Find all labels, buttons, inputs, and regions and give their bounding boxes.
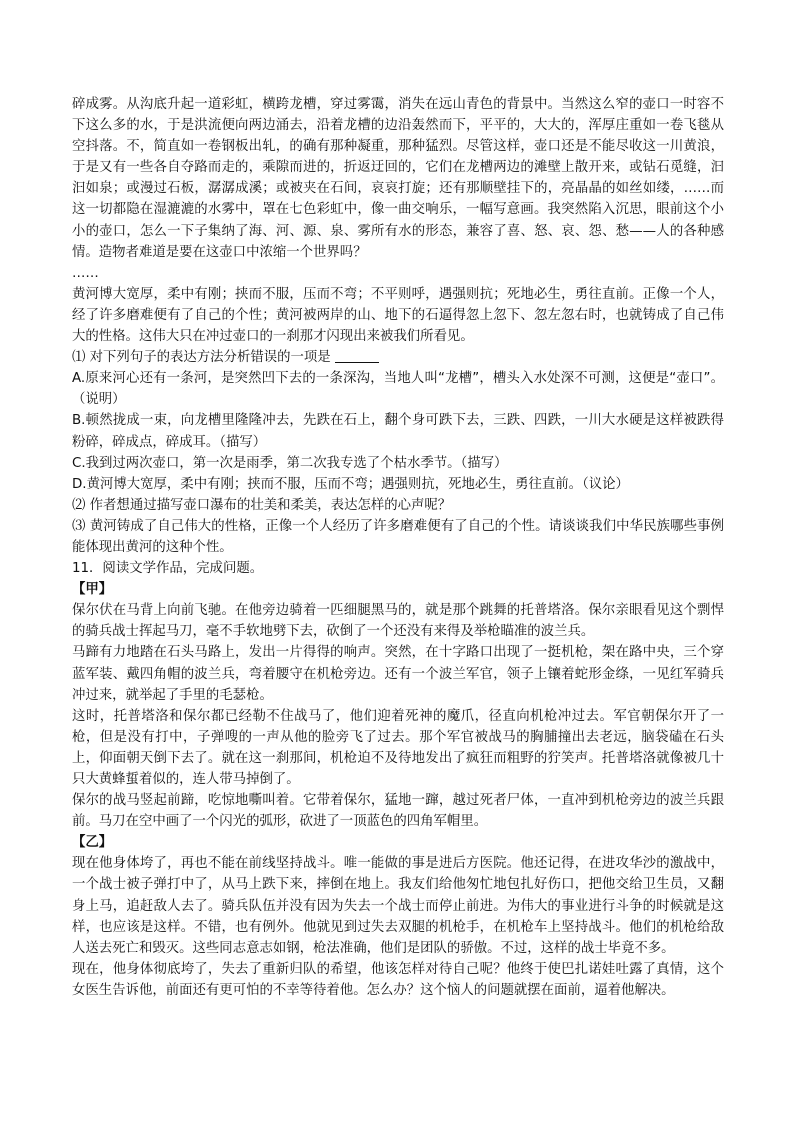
passage-paragraph-2: 黄河博大宽厚，柔中有刚；挟而不服，压而不弯；不平则呼，遇强则抗；死地必生，勇往直前。正像一个人，经了许多磨难便有了自己的个性；黄河被两岸的山、地下的石逼得忽上忽下、忽左忽右时，也就铸成了自己伟大的性格。这伟大只在冲过壶口的一刹那才闪现出来被我们所看见。 (72, 286, 724, 345)
yi-paragraph-1: 现在他身体垮了，再也不能在前线坚持战斗。唯一能做的事是进后方医院。他还记得，在进攻华沙的激战中，一个战士被子弹打中了，从马上跌下来，摔倒在地上。我友们给他匆忙地包扎好伤口，把他交给卫生员，又翻身上马，追赶敌人去了。骑兵队伍并没有因为失去一个战士而停止前进。为伟大的事业进行斗争的时候就是这样，也应该是这样。不错，也有例外。他就见到过失去双腿的机枪手，在机枪车上坚持战斗。他们的机枪给敌人送去死亡和毁灭。这些同志意志如钢，枪法准确，他们是团队的骄傲。不过，这样的战士毕竟不多。 (72, 856, 724, 956)
excerpt-yi-label: 【乙】 (72, 835, 113, 851)
jia-paragraph-2: 马蹄有力地踏在石头马路上，发出一片得得的响声。突然，在十字路口出现了一挺机枪，架在路中央，三个穿蓝军装、戴四角帽的波兰兵，弯着腰守在机枪旁边。还有一个波兰军官，领子上镶着蛇形金绦，一见红军骑兵冲过来，就举起了手里的毛瑟枪。 (72, 645, 724, 703)
option-a: A.原来河心还有一条河，是突然凹下去的一条深沟，当地人叫“龙槽”，槽头入水处深不可测，这便是“壶口”。（说明） (72, 371, 724, 408)
question-3: ⑶ 黄河铸成了自己伟大的性格，正像一个人经历了许多磨难便有了自己的个性。请谈谈我们中华民族哪些事例能体现出黄河的这种个性。 (72, 518, 724, 555)
question-1 (72, 347, 724, 368)
question-2: ⑵ 作者想通过描写壶口瀑布的壮美和柔美，表达怎样的心声呢？ (72, 497, 452, 513)
option-c: C.我到过两次壶口，第一次是雨季，第二次我专选了个枯水季节。（描写） (72, 455, 508, 471)
question-1-text: ⑴ 对下列句子的表达方法分析错误的一项是 (72, 350, 331, 366)
passage-ellipsis: …… (72, 265, 99, 281)
jia-paragraph-3: 这时，托普塔洛和保尔都已经勒不住战马了，他们迎着死神的魔爪，径直向机枪冲过去。军官朝保尔开了一枪，但是没有打中，子弹嗖的一声从他的脸旁飞了过去。那个军官被战马的胸脯撞出去老远，脑袋磕在石头上，仰面朝天倒下去了。就在这一刹那间，机枪迫不及待地发出了疯狂而粗野的狞笑声。托普塔洛就像被几十只大黄蜂蜇着似的，连人带马掉倒了。 (72, 708, 724, 787)
passage-paragraph-1: 碎成雾。从沟底升起一道彩虹，横跨龙槽，穿过雾霭，消失在远山青色的背景中。当然这么窄的壶口一时容不下这么多的水，于是洪流便向两边涌去，沿着龙槽的边沿轰然而下，平平的，大大的，浑厚庄重如一卷飞毯从空抖落。不，简直如一卷钢板出轧，的确有那种凝重，那种猛烈。尽管这样，壶口还是不能尽收这一川黄浪，于是又有一些各自夺路而走的，乘隙而进的，折返迂回的，它们在龙槽两边的滩壁上散开来，或钻石觅缝，汩汩如泉；或漫过石板，潺潺成溪；或被夹在石间，哀哀打旋；还有那顺壁挂下的，亮晶晶的如丝如缕，……而这一切都隐在湿漉漉的水雾中，罩在七色彩虹中，像一曲交响乐，一幅写意画。我突然陷入沉思，眼前这个小小的壶口，怎么一下子集纳了海、河、源、泉、雾所有水的形态，兼容了喜、怒、哀、怨、愁——人的各种感情。造物者难道是要在这壶口中浓缩一个世界吗？ (72, 97, 724, 260)
document-page (72, 94, 724, 1001)
section-11-heading: 11．阅读文学作品，完成问题。 (72, 561, 264, 577)
answer-blank (335, 348, 379, 363)
jia-paragraph-4: 保尔的战马竖起前蹄，吃惊地嘶叫着。它带着保尔，猛地一蹿，越过死者尸体，一直冲到机枪旁边的波兰兵跟前。马刀在空中画了一个闪光的弧形，砍进了一顶蓝色的四角军帽里。 (72, 793, 724, 830)
yi-paragraph-2: 现在，他身体彻底垮了，失去了重新归队的希望，他该怎样对待自己呢？他终于使巴扎诺娃吐露了真情，这个女医生告诉他，前面还有更可怕的不幸等待着他。怎么办？这个恼人的问题就摆在面前，逼着他解决。 (72, 961, 724, 998)
jia-paragraph-1: 保尔伏在马背上向前飞驰。在他旁边骑着一匹细腿黑马的，就是那个跳舞的托普塔洛。保尔亲眼看见这个剽悍的骑兵战士挥起马刀，毫不手软地劈下去，砍倒了一个还没有来得及举枪瞄准的波兰兵。 (72, 603, 724, 640)
option-b: B.顿然拢成一束，向龙槽里隆隆冲去，先跌在石上，翻个身可跌下去，三跌、四跌，一川大水硬是这样被跌得粉碎，碎成点，碎成耳。（描写） (72, 413, 724, 450)
excerpt-jia-label: 【甲】 (72, 582, 113, 598)
option-d: D.黄河博大宽厚，柔中有刚；挟而不服，压而不弯；遇强则抗，死地必生，勇往直前。（议论） (72, 476, 629, 492)
